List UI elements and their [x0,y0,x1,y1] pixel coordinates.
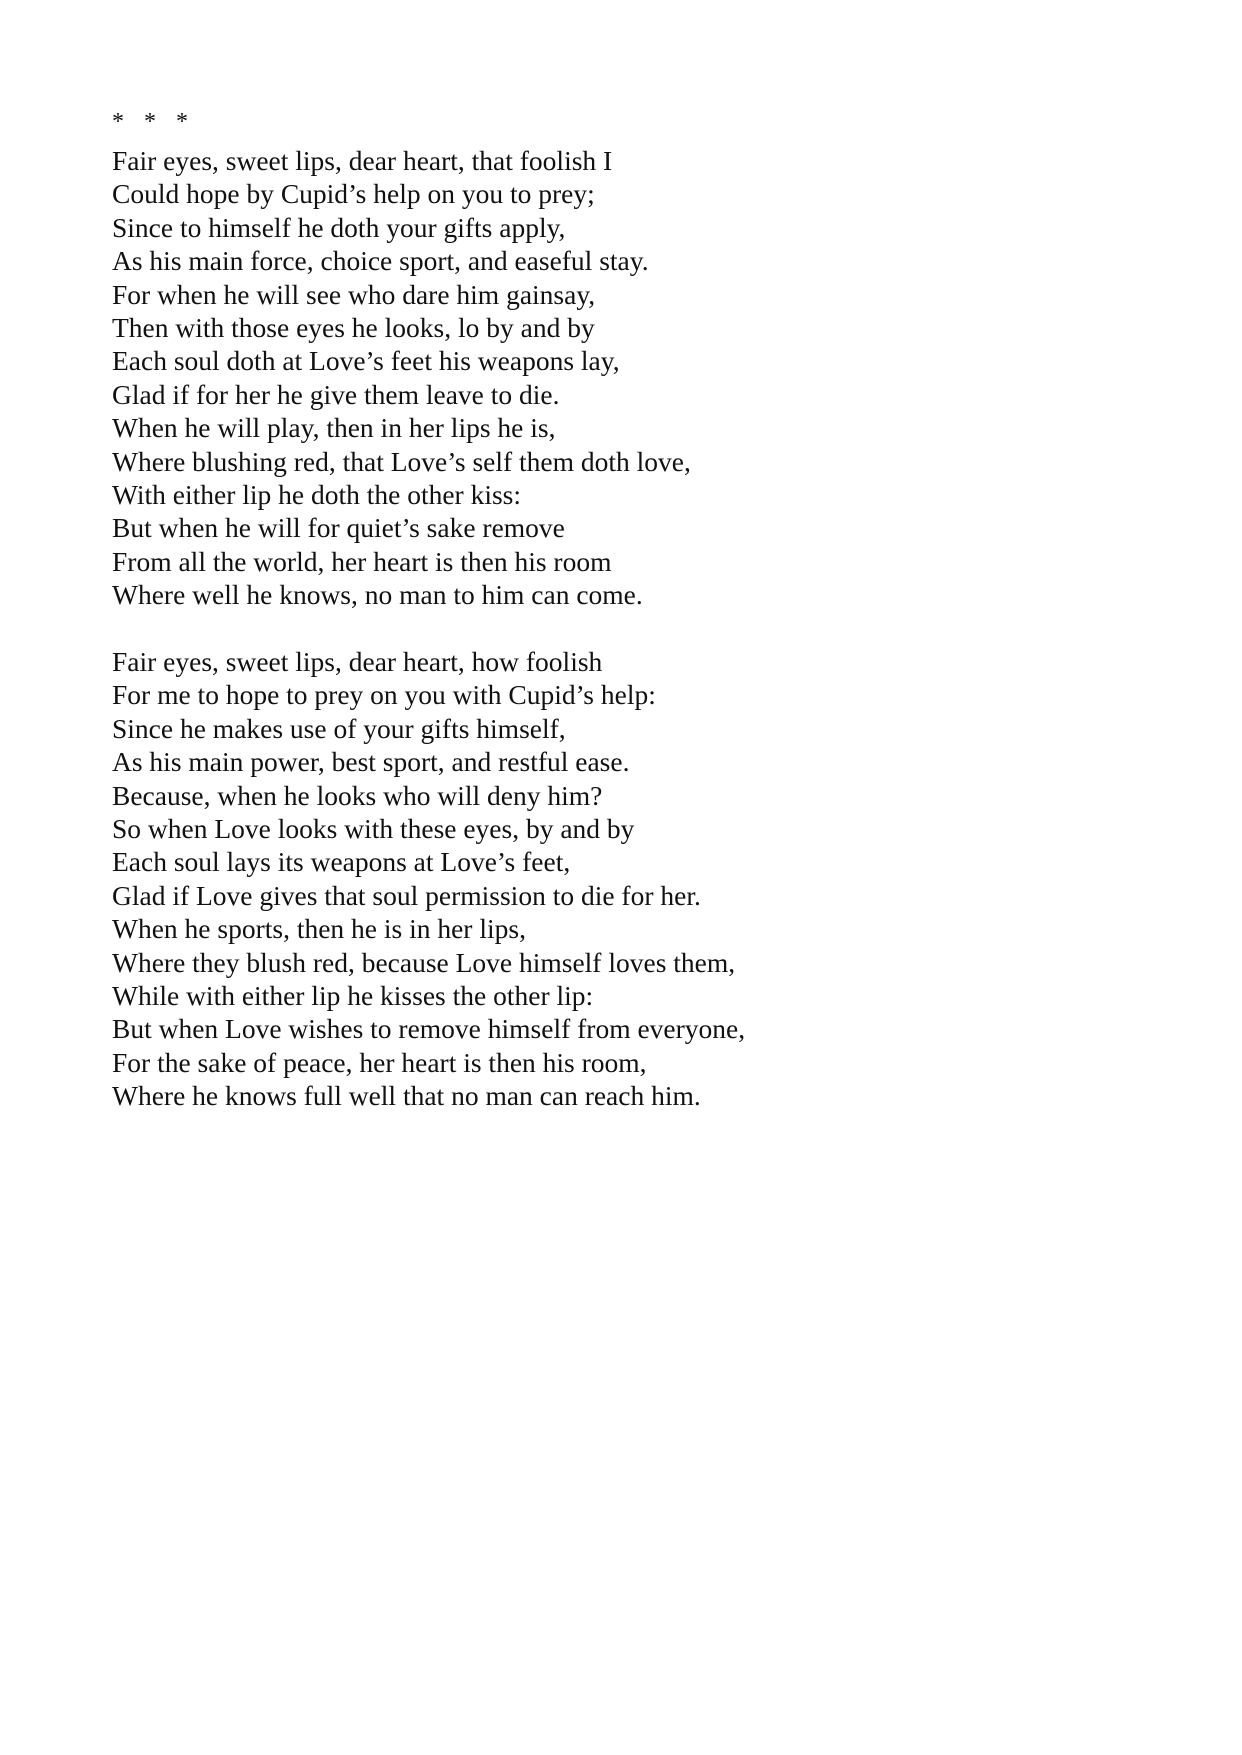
poem-line: Each soul lays its weapons at Love’s feet, [112,846,571,878]
poem-line: Where well he knows, no man to him can come. [112,579,643,611]
poem-line: So when Love looks with these eyes, by and by [112,812,635,844]
poem-line: From all the world, her heart is then his room [112,545,612,577]
poem-line: With either lip he doth the other kiss: [112,478,522,510]
poem-line: But when he will for quiet’s sake remove [112,512,565,544]
poem-line: For me to hope to prey on you with Cupid’s help: [112,679,656,711]
poem-line: Glad if for her he give them leave to die. [112,378,560,410]
poem-line: Where he knows full well that no man can reach him. [112,1080,701,1112]
poem-line: Glad if Love gives that soul permission to die for her. [112,879,701,911]
paraphrase-stanza [112,645,745,1112]
poem-line: Fair eyes, sweet lips, dear heart, how foolish [112,646,603,677]
section-marker: * * * [112,109,188,135]
poem-line: Where they blush red, because Love himself loves them, [112,946,736,978]
poem-line: As his main force, choice sport, and easeful stay. [112,245,649,277]
poem-line: For when he will see who dare him gainsay, [112,278,596,310]
poem-line: While with either lip he kisses the other lip: [112,979,594,1011]
poem-line: When he will play, then in her lips he is, [112,412,556,444]
poem-line: Fair eyes, sweet lips, dear heart, that foolish I [112,145,613,176]
poem-line: When he sports, then he is in her lips, [112,913,526,945]
poem-line: Could hope by Cupid’s help on you to prey; [112,178,595,210]
poem-line: Where blushing red, that Love’s self them doth love, [112,445,691,477]
original-stanza [112,144,691,611]
poem-line: Since to himself he doth your gifts apply, [112,211,566,243]
poem-line: Each soul doth at Love’s feet his weapons lay, [112,345,620,377]
poem-line: But when Love wishes to remove himself from everyone, [112,1013,746,1045]
poem-line: Since he makes use of your gifts himself, [112,712,566,744]
poem-line: Then with those eyes he looks, lo by and by [112,311,595,343]
poem-line: Because, when he looks who will deny him? [112,779,603,811]
poem-line: For the sake of peace, her heart is then his room, [112,1046,647,1078]
poem-line: As his main power, best sport, and restful ease. [112,746,630,778]
